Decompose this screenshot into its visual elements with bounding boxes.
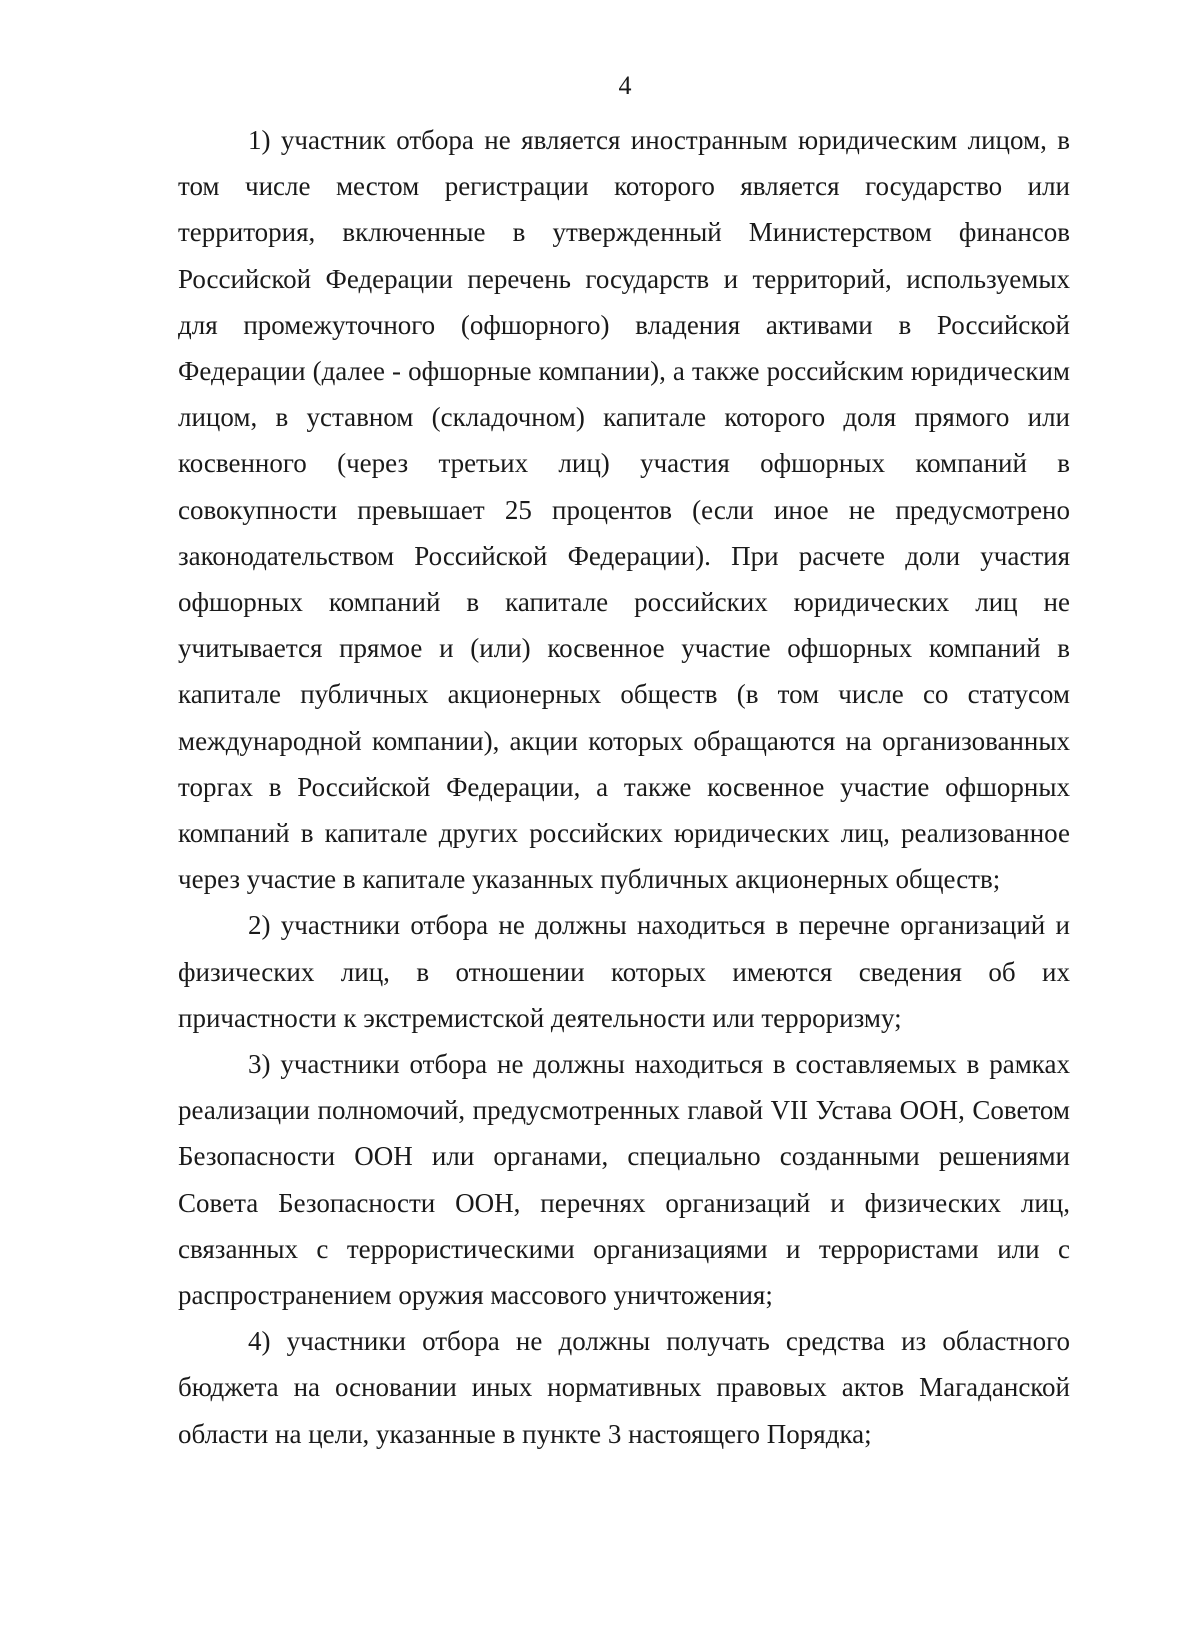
page-number: 4 — [618, 71, 632, 100]
paragraph-item-1: 1) участник отбора не является иностранным юридическим лицом, в том числе местом регистрации которого является государство или территория, включенные в утвержденный Министерством финансов Российской Федерации перечень государств и территорий, используемых для промежуточного (офшорного) владения активами в Российской Федерации (далее - офшорные компании), а также российским юридическим лицом, в уставном (складочном) капитале которого доля прямого или косвенного (через третьих лиц) участия офшорных компаний в совокупности превышает 25 процентов (если иное не предусмотрено законодательством Российской Федерации). При расчете доли участия офшорных компаний в капитале российских юридических лиц не учитывается прямое и (или) косвенное участие офшорных компаний в капитале публичных акционерных обществ (в том числе со статусом международной компании), акции которых обращаются на организованных торгах в Российской Федерации, а также косвенное участие офшорных компаний в капитале других российских юридических лиц, реализованное через участие в капитале указанных публичных акционерных обществ; — [178, 125, 1070, 895]
paragraph-item-4: 4) участники отбора не должны получать средства из областного бюджета на основании иных нормативных правовых актов Магаданской области на цели, указанные в пункте 3 настоящего Порядка; — [178, 1326, 1070, 1449]
paragraph-item-2: 2) участники отбора не должны находиться в перечне организаций и физических лиц, в отношении которых имеются сведения об их причастности к экстремистской деятельности или терроризму; — [178, 910, 1070, 1033]
document-body — [178, 117, 1070, 1457]
paragraph-item-3: 3) участники отбора не должны находиться в составляемых в рамках реализации полномочий, предусмотренных главой VII Устава ООН, Советом Безопасности ООН или органами, специально созданными решениями Совета Безопасности ООН, перечнях организаций и физических лиц, связанных с террористическими организациями и террористами или с распространением оружия массового уничтожения; — [178, 1049, 1070, 1311]
